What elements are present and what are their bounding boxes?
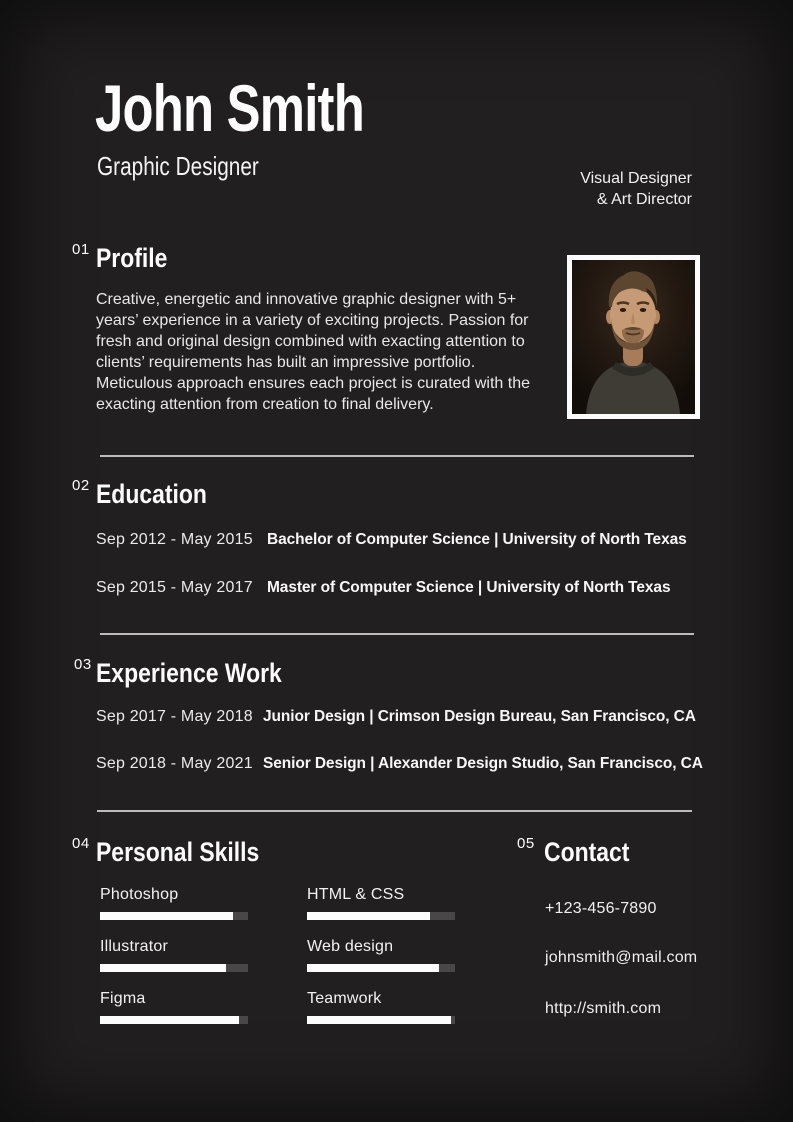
skill-bar-track (307, 912, 455, 920)
skill-bar-fill (307, 1016, 451, 1024)
section-title-education: Education (96, 479, 207, 509)
divider (100, 455, 694, 457)
section-number-skills: 04 (72, 835, 90, 852)
education-detail: Master of Computer Science | University of North Texas (267, 579, 671, 596)
skill-label: Illustrator (100, 938, 168, 955)
section-number-contact: 05 (517, 835, 535, 852)
skill-label: Web design (307, 938, 394, 955)
contact-email[interactable]: johnsmith@mail.com (545, 949, 698, 966)
tagline-line-1: Visual Designer (580, 170, 692, 187)
skill-photoshop (100, 886, 248, 920)
skill-bar-fill (100, 912, 233, 920)
section-title-contact: Contact (544, 837, 630, 867)
contact-website[interactable]: http://smith.com (545, 1000, 662, 1017)
skill-bar-track (100, 964, 248, 972)
skill-label: Teamwork (307, 990, 382, 1007)
experience-detail: Junior Design | Crimson Design Bureau, San Francisco, CA (263, 708, 696, 725)
experience-period: Sep 2018 - May 2021 (96, 755, 253, 772)
skill-bar-track (100, 1016, 248, 1024)
skill-figma (100, 990, 248, 1024)
tagline (580, 168, 692, 210)
portrait-illustration (572, 260, 695, 414)
profile-photo (567, 255, 700, 419)
section-title-skills: Personal Skills (96, 837, 260, 867)
education-period: Sep 2012 - May 2015 (96, 531, 253, 548)
skill-label: Photoshop (100, 886, 179, 903)
skill-bar-fill (100, 1016, 239, 1024)
skill-label: Figma (100, 990, 146, 1007)
tagline-line-2: & Art Director (596, 191, 692, 208)
skill-teamwork (307, 990, 455, 1024)
experience-period: Sep 2017 - May 2018 (96, 708, 253, 725)
section-number-profile: 01 (72, 241, 90, 258)
skill-bar-track (307, 1016, 455, 1024)
experience-detail: Senior Design | Alexander Design Studio, San Francisco, CA (263, 755, 703, 772)
education-period: Sep 2015 - May 2017 (96, 579, 253, 596)
skill-bar-fill (307, 964, 439, 972)
contact-phone[interactable]: +123-456-7890 (545, 900, 657, 917)
person-name: John Smith (95, 71, 364, 145)
divider (97, 810, 692, 812)
skill-bar-fill (100, 964, 226, 972)
person-role: Graphic Designer (97, 151, 259, 181)
skill-bar-fill (307, 912, 430, 920)
skill-bar-track (100, 912, 248, 920)
section-number-experience: 03 (74, 656, 92, 673)
education-detail: Bachelor of Computer Science | University of North Texas (267, 531, 687, 548)
section-title-profile: Profile (96, 243, 168, 273)
section-number-education: 02 (72, 477, 90, 494)
profile-summary: Creative, energetic and innovative graphic designer with 5+ years’ experience in a variety of exciting projects. Passion for fresh and original design combined with exacting attention to clients’ requirements has built an impressive portfolio. Meticulous approach ensures each project is curated with the exacting attention from creation to final delivery. (96, 291, 531, 413)
skill-html-css (307, 886, 455, 920)
skill-label: HTML & CSS (307, 886, 405, 903)
skill-illustrator (100, 938, 248, 972)
divider (100, 633, 694, 635)
skill-bar-track (307, 964, 455, 972)
section-title-experience: Experience Work (96, 658, 282, 688)
skill-web-design (307, 938, 455, 972)
